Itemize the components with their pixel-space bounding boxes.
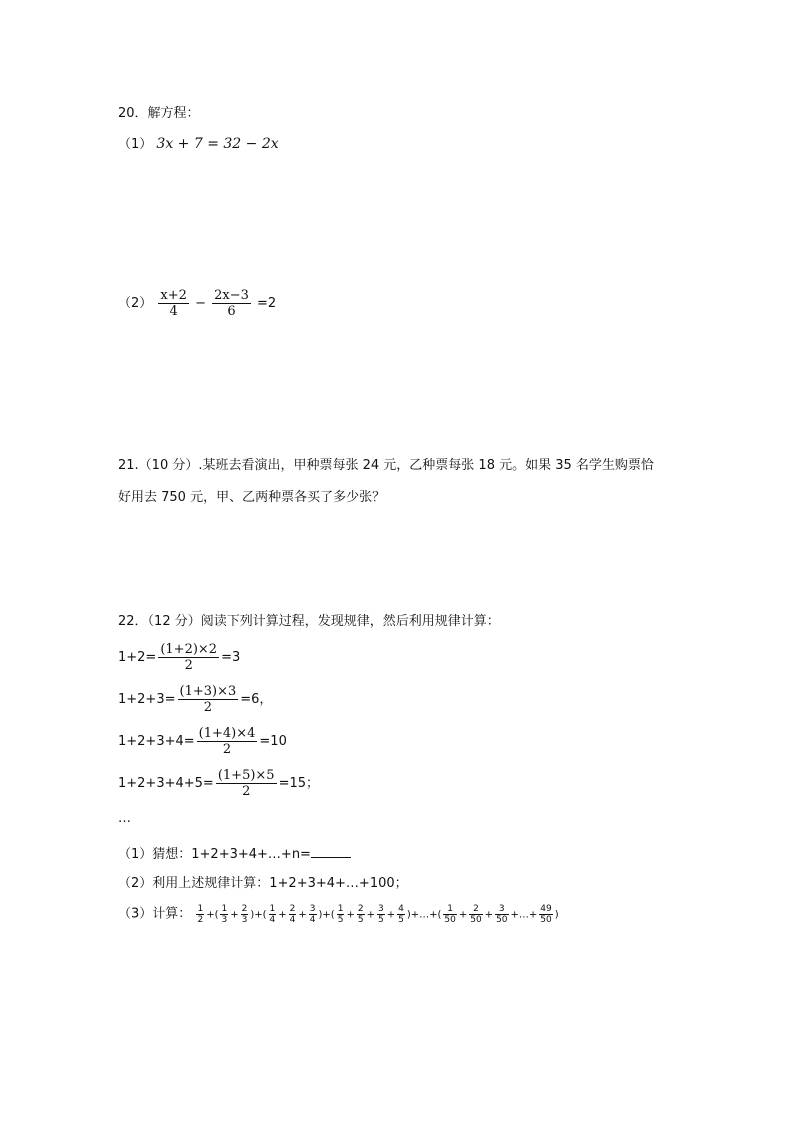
q21-line-1: 21.（10 分）.某班去看演出，甲种票每张 24 元，乙种票每张 18 元。如果 35 名学生购票恰 [118,458,654,473]
fraction: $\frac{2}{50}$ [470,904,482,925]
example-lhs: 1+2+3+4= [118,734,195,749]
fraction: $\frac{3}{5}$ [377,904,384,925]
q22-part2: （2）利用上述规律计算：1+2+3+4+…+100； [118,876,408,891]
example-lhs: 1+2+3= [118,692,176,707]
denominator: 2 [184,658,193,673]
q22-title: 22．（12 分）阅读下列计算过程，发现规律，然后利用规律计算： [118,614,500,629]
q21-line-2: 好用去 750 元，甲、乙两种票各买了多少张？ [118,490,386,505]
example-rhs: =3 [221,650,241,665]
equals-two: =2 [257,296,277,311]
q22-part3-label: （3）计算： [118,906,192,922]
minus-sign: − [195,296,206,311]
denominator: 2 [222,742,232,757]
fraction: $\frac{3}{4}$ [309,904,316,925]
q22-example-1 [118,642,240,673]
numerator: (1+2)×2 [160,642,218,657]
fraction: $\frac{1}{3}$ [221,904,228,925]
q20-part2 [118,288,276,319]
example-fraction [158,642,219,673]
denominator: 2 [203,700,213,715]
answer-blank [311,845,351,858]
fraction: $\frac{1}{4}$ [269,904,276,925]
example-fraction [216,768,277,799]
fraction: $\frac{1}{5}$ [337,904,344,925]
example-lhs: 1+2= [118,650,157,665]
numerator: 2x−3 [214,288,249,303]
fraction: $\frac{2}{5}$ [357,904,364,925]
fraction: $\frac{1}{50}$ [444,904,456,925]
example-rhs: =6， [240,692,273,707]
q20-part2-label: （2） [118,296,153,311]
example-rhs: =10 [259,734,287,749]
fraction: $\frac{4}{5}$ [398,904,404,925]
q20-part2-fraction-1 [158,288,189,319]
denominator: 4 [169,304,178,319]
numerator: x+2 [160,288,187,303]
q20-part1-label: （1） [118,137,153,152]
fraction: $\frac{1}{2}$ [197,904,204,925]
q20-part1-equation: 3x + 7 = 32 − 2x [156,136,279,152]
q22-example-4 [118,768,319,799]
example-lhs: 1+2+3+4+5= [118,776,214,791]
q22-example-3 [118,726,287,757]
numerator: (1+3)×3 [179,684,237,699]
denominator: 6 [227,304,236,319]
denominator: 2 [242,784,251,799]
numerator: (1+5)×5 [217,768,275,783]
q22-part3: （3）计算： $\frac{1}{2}$ +( $\frac{1}{3}$ + $\frac{2}{3}$ )+( $\frac{1}{4}$ + $\frac{2}{4}$ + $\frac{3}{4}$ )+( $\frac{1}{5}$ + $\frac{2}{5}$ + $\frac{3}{5}$ + $\frac{4}{5}$ )+…+( $\frac{1}{50}$ + $\frac{2}{50}$ + $\frac{3}{50}$ +…+ $\frac{49}{50}$ ) [118,904,559,925]
q22-part1 [118,845,351,864]
fraction: $\frac{49}{50}$ [540,904,552,925]
q22-ellipsis: … [118,811,131,826]
example-rhs: =15； [278,776,320,791]
q20-title: 20．解方程： [118,106,200,121]
q22-example-2 [118,684,272,715]
q22-part1-text: （1）猜想：1+2+3+4+…+n= [118,847,311,862]
q20-part1 [118,135,279,154]
example-fraction [178,684,239,715]
fraction: $\frac{3}{50}$ [496,904,508,925]
q20-part2-fraction-2 [212,288,251,319]
numerator: (1+4)×4 [198,726,256,741]
example-fraction [197,726,258,757]
fraction: $\frac{2}{4}$ [289,904,296,925]
fraction: $\frac{2}{3}$ [241,904,248,925]
